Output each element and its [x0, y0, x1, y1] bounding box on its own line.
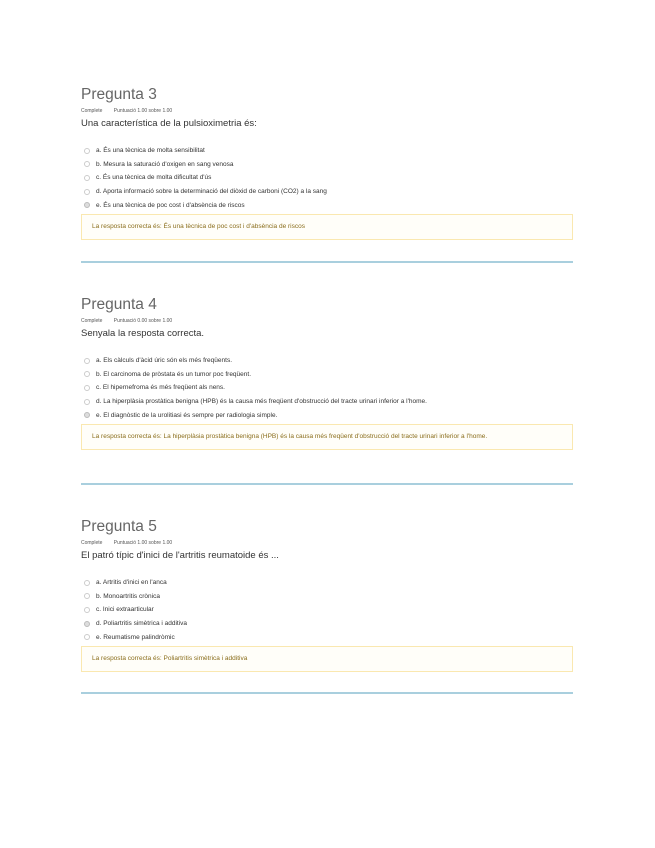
answer-option-c[interactable]	[81, 603, 573, 617]
radio-button[interactable]	[84, 358, 90, 364]
question-title: Pregunta 3	[81, 86, 157, 103]
radio-button[interactable]	[84, 371, 90, 377]
answer-label: a. Artritis d'inici en l'anca	[96, 579, 167, 587]
question-score: Puntuació 0.00 sobre 1.00	[113, 318, 173, 324]
question-title: Pregunta 4	[81, 296, 157, 313]
radio-button[interactable]	[84, 580, 90, 586]
question-separator	[81, 692, 573, 694]
radio-button[interactable]	[84, 385, 90, 391]
answer-option-c[interactable]	[81, 381, 573, 395]
correct-answer-feedback: La resposta correcta és: És una tècnica de poc cost i d'absència de riscos	[81, 214, 573, 240]
answer-option-e[interactable]	[81, 408, 573, 422]
answer-label: c. El hipernefroma és més freqüent als nens.	[96, 384, 225, 392]
question-score: Puntuació 1.00 sobre 1.00	[113, 108, 173, 114]
answer-label: e. És una tècnica de poc cost i d'absència de riscos	[96, 201, 245, 209]
answer-option-d[interactable]	[81, 185, 573, 199]
answer-option-b[interactable]	[81, 368, 573, 382]
question-info	[81, 318, 573, 324]
answer-label: c. És una tècnica de molta dificultat d'ús	[96, 174, 212, 182]
answer-label: a. És una tècnica de molta sensibilitat	[96, 147, 205, 155]
question-info	[81, 108, 573, 114]
answer-option-a[interactable]	[81, 144, 573, 158]
question-separator	[81, 261, 573, 263]
answer-label: e. Reumatisme palindròmic	[96, 633, 175, 641]
question-text: El patró típic d'inici de l'artritis reumatoide és ...	[81, 550, 279, 561]
answer-list	[81, 144, 573, 212]
answer-label: b. Monoartritis crònica	[96, 592, 160, 600]
radio-button[interactable]	[84, 189, 90, 195]
radio-button[interactable]	[84, 161, 90, 167]
answer-option-b[interactable]	[81, 590, 573, 604]
question-status: Complete	[81, 108, 103, 114]
radio-button-selected[interactable]	[84, 412, 90, 418]
radio-button[interactable]	[84, 175, 90, 181]
question-status: Complete	[81, 318, 103, 324]
answer-label: a. Els càlculs d'àcid úric són els més freqüents.	[96, 357, 232, 365]
answer-option-e[interactable]	[81, 198, 573, 212]
answer-label: d. Aporta informació sobre la determinació del diòxid de carboni (CO2) a la sang	[96, 188, 327, 196]
answer-label: d. Poliartritis simètrica i additiva	[96, 620, 188, 628]
radio-button[interactable]	[84, 399, 90, 405]
correct-answer-feedback: La resposta correcta és: Poliartritis simètrica i additiva	[81, 646, 573, 672]
radio-button[interactable]	[84, 148, 90, 154]
answer-option-a[interactable]	[81, 576, 573, 590]
answer-label: c. Inici extraarticular	[96, 606, 154, 614]
correct-answer-feedback: La resposta correcta és: La hiperplàsia prostàtica benigna (HPB) és la causa més freqüent d'obstrucció del tracte urinari inferior a l'home.	[81, 424, 573, 450]
answer-option-e[interactable]	[81, 630, 573, 644]
question-score: Puntuació 1.00 sobre 1.00	[113, 540, 173, 546]
question-status: Complete	[81, 540, 103, 546]
answer-option-d[interactable]	[81, 617, 573, 631]
answer-label: b. El carcinoma de pròstata és un tumor poc freqüent.	[96, 370, 252, 378]
question-separator	[81, 483, 573, 485]
question-info	[81, 540, 573, 546]
radio-button-selected[interactable]	[84, 202, 90, 208]
question-text: Una característica de la pulsioximetria és:	[81, 118, 257, 129]
answer-list	[81, 354, 573, 422]
answer-option-d[interactable]	[81, 395, 573, 409]
answer-list	[81, 576, 573, 644]
answer-label: d. La hiperplàsia prostàtica benigna (HPB) és la causa més freqüent d'obstrucció del tracte urinari inferior a l'home.	[96, 398, 427, 406]
radio-button[interactable]	[84, 634, 90, 640]
answer-label: b. Mesura la saturació d'oxigen en sang venosa	[96, 160, 234, 168]
answer-option-c[interactable]	[81, 171, 573, 185]
radio-button[interactable]	[84, 593, 90, 599]
question-3	[81, 86, 573, 240]
answer-option-a[interactable]	[81, 354, 573, 368]
question-4	[81, 296, 573, 450]
radio-button[interactable]	[84, 607, 90, 613]
question-5	[81, 518, 573, 672]
radio-button-selected[interactable]	[84, 621, 90, 627]
question-text: Senyala la resposta correcta.	[81, 328, 205, 339]
question-title: Pregunta 5	[81, 518, 157, 535]
answer-option-b[interactable]	[81, 158, 573, 172]
answer-label: e. El diagnòstic de la urolitiasi és sempre per radiologia simple.	[96, 411, 278, 419]
